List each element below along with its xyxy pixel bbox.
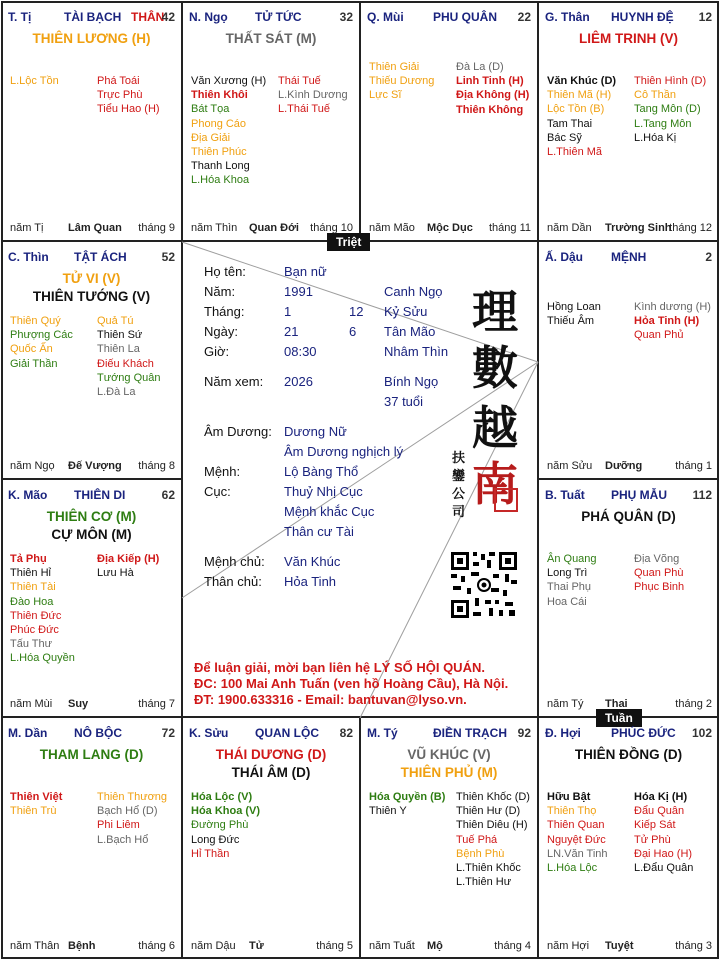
minor-star: Thiên Khôi: [191, 89, 248, 102]
minor-star: Bát Tọa: [191, 103, 230, 116]
palace-branch: K. Mão: [8, 488, 48, 502]
minor-stars-left: [547, 790, 608, 875]
trang-sinh-stage: Tử: [249, 940, 264, 952]
minor-star: Kiếp Sát: [634, 819, 676, 832]
minor-star: Quốc Ấn: [10, 343, 53, 356]
minor-star: Phong Cáo: [191, 117, 247, 130]
luu-month: tháng 8: [138, 460, 175, 472]
hour-can-chi: Nhâm Thìn: [384, 344, 449, 359]
minor-star: Văn Xương (H): [191, 75, 267, 87]
than-chu-label: Thân chủ:: [204, 574, 262, 589]
minor-stars-right: [97, 314, 161, 399]
month-value: 1: [284, 304, 292, 319]
palace-cell-dau[interactable]: [539, 242, 718, 478]
palace-age-number: 102: [691, 726, 712, 740]
minor-star: Thiên Mã (H): [547, 89, 612, 102]
minor-stars-right: [456, 790, 530, 889]
year-can-chi: Canh Ngọ: [384, 284, 443, 299]
minor-star: Tử Phù: [634, 833, 671, 846]
luu-year: năm Mùi: [10, 698, 53, 710]
minor-star: Đào Hoa: [10, 595, 54, 608]
minor-star: Quan Phủ: [634, 329, 684, 342]
minor-star: Ân Quang: [547, 553, 597, 565]
minor-star: Hữu Bật: [547, 791, 591, 803]
minor-star: Lộc Tồn (B): [547, 103, 605, 116]
view-year-value: 2026: [284, 374, 313, 389]
luu-month: tháng 1: [675, 460, 712, 472]
palace-footer: [10, 220, 175, 234]
minor-star: Thiên Tài: [10, 581, 56, 594]
palace-branch: N. Ngọ: [189, 10, 228, 24]
major-star: THẤT SÁT (M): [225, 31, 317, 46]
minor-star: Địa Giải: [191, 131, 231, 144]
minor-star: Thiên Thọ: [547, 805, 597, 818]
minor-star: L.Kình Dương: [278, 89, 348, 102]
major-star: THAM LANG (D): [39, 747, 144, 762]
major-star: THIÊN TƯỚNG (V): [32, 289, 151, 304]
view-year-can-chi: Bính Ngọ: [384, 374, 439, 389]
palace-header: [367, 722, 531, 740]
year-value: 1991: [284, 284, 313, 299]
am-duong-note: Âm Dương nghịch lý: [284, 444, 404, 459]
palace-age-number: 12: [698, 10, 712, 24]
menh-label: Mệnh:: [204, 464, 241, 479]
minor-star: Long Đức: [191, 833, 240, 846]
minor-star: Thiên Quý: [10, 315, 61, 327]
minor-star: Phúc Đức: [10, 624, 59, 637]
luu-year: năm Sửu: [547, 460, 593, 472]
major-star: LIÊM TRINH (V): [579, 31, 678, 46]
minor-star: Thiếu Dương: [369, 75, 435, 88]
luu-month: tháng 2: [675, 698, 712, 710]
palace-cell-ngo[interactable]: [183, 2, 359, 240]
minor-star: Địa Không (H): [456, 89, 530, 102]
palace-age-number: 2: [705, 250, 712, 264]
trang-sinh-stage: Tuyệt: [605, 940, 634, 952]
palace-name: TẬT ÁCH: [74, 250, 127, 264]
palace-name: PHỤ MẪU: [611, 488, 667, 502]
minor-star: Nguyệt Đức: [547, 833, 606, 846]
year-label: Năm:: [204, 284, 236, 299]
palace-cell-tuat[interactable]: [539, 480, 718, 716]
palace-cell-thin[interactable]: [2, 242, 181, 478]
minor-stars-left: [10, 314, 73, 371]
minor-star: Thiên Hư (D): [456, 805, 521, 818]
palace-name: NÔ BỘC: [74, 726, 122, 740]
trang-sinh-stage: Bệnh: [68, 940, 96, 952]
minor-star: L.Hóa Khoa: [191, 174, 250, 187]
minor-star: Tang Môn (D): [634, 103, 701, 116]
minor-star: Thiên Không: [456, 103, 524, 116]
minor-star: Linh Tinh (H): [456, 75, 524, 88]
palace-age-number: 22: [517, 10, 531, 24]
contact-line-1: Để luận giải, mời bạn liên hệ LÝ SỐ HỘI QUÁN.: [194, 660, 485, 675]
minor-star: Thiên La: [97, 343, 140, 356]
palace-branch: C. Thìn: [8, 250, 49, 264]
minor-star: Địa Kiếp (H): [97, 553, 160, 565]
trang-sinh-stage: Thai: [605, 698, 628, 710]
minor-star: L.Đà La: [97, 386, 136, 399]
minor-stars-left: [547, 74, 616, 159]
menh-chu-label: Mệnh chủ:: [204, 554, 265, 569]
minor-star: Kình dương (H): [634, 301, 711, 313]
palace-cell-mui[interactable]: [361, 2, 537, 240]
major-star: TỬ VI (V): [62, 271, 121, 286]
minor-star: Thiên Giải: [369, 61, 420, 73]
palace-name: PHU QUÂN: [433, 10, 498, 24]
minor-star: L.Lộc Tồn: [10, 75, 59, 87]
palace-branch: Đ. Hợi: [545, 726, 581, 740]
minor-star: Bạch Hổ (D): [97, 805, 158, 818]
minor-stars-right: [634, 552, 684, 595]
triet-badge: Triệt: [327, 233, 370, 251]
luu-month: tháng 6: [138, 940, 175, 952]
day-value: 21: [284, 324, 299, 339]
palace-cell-than[interactable]: [539, 2, 718, 240]
luu-year: năm Thân: [10, 940, 60, 952]
major-star: THIÊN LƯƠNG (H): [32, 31, 151, 46]
minor-star: Tấu Thư: [10, 638, 53, 651]
minor-star: Lưu Hà: [97, 567, 134, 580]
minor-star: Hoa Cái: [547, 595, 587, 608]
trang-sinh-stage: Đế Vượng: [68, 460, 122, 472]
minor-star: Phá Toái: [97, 75, 140, 87]
minor-star: LN.Văn Tinh: [547, 847, 608, 860]
than-marker: THÂN: [131, 10, 165, 24]
trang-sinh-stage: Trường Sinh: [605, 222, 672, 234]
palace-footer: [10, 938, 175, 952]
cuc-relation: Mệnh khắc Cục: [284, 504, 375, 519]
major-star: VŨ KHÚC (V): [407, 747, 491, 762]
luu-year: năm Ngọ: [10, 460, 55, 472]
month-can-chi: Kỷ Sửu: [384, 304, 428, 319]
luu-month: tháng 12: [669, 222, 712, 234]
palace-branch: G. Thân: [545, 10, 590, 24]
day-can-chi: Tân Mão: [384, 324, 436, 339]
am-duong-label: Âm Dương:: [204, 424, 272, 439]
minor-star: Hồng Loan: [547, 301, 601, 313]
minor-stars-right: [634, 74, 706, 145]
contact-phone-email[interactable]: ĐT: 1900.633316 - Email: bantuvan@lyso.vn.: [194, 692, 467, 707]
minor-star: Phục Binh: [634, 581, 685, 594]
minor-stars-right: [278, 74, 348, 117]
minor-star: L.Hóa Kị: [634, 131, 677, 144]
minor-stars-left: [10, 790, 62, 818]
luu-year: năm Hợi: [547, 940, 590, 952]
palace-name: PHÚC ĐỨC: [611, 726, 676, 740]
palace-name: QUAN LỘC: [255, 726, 319, 740]
palace-footer: [369, 220, 531, 234]
callig-char-3: 越: [472, 401, 518, 455]
minor-stars-right: [97, 552, 159, 580]
luu-year: năm Thìn: [191, 222, 238, 234]
palace-name: TÀI BẠCH: [64, 10, 122, 24]
palace-footer: [10, 458, 175, 472]
minor-star: Thái Tuế: [278, 75, 321, 87]
minor-star: L.Đẩu Quân: [634, 862, 694, 875]
palace-header: [545, 246, 712, 264]
month-label: Tháng:: [204, 304, 245, 319]
palace-header: [8, 722, 175, 740]
minor-star: Thiên Việt: [10, 791, 63, 803]
palace-branch: B. Tuất: [545, 488, 585, 502]
major-star: THÁI ÂM (D): [231, 765, 311, 780]
major-star: THÁI DƯƠNG (D): [215, 747, 327, 762]
qr-code-icon[interactable]: [449, 550, 519, 620]
minor-star: Điếu Khách: [97, 357, 154, 370]
luu-month: tháng 9: [138, 222, 175, 234]
age-value: 37 tuổi: [384, 394, 424, 409]
palace-age-number: 82: [339, 726, 353, 740]
name-label: Họ tên:: [204, 264, 246, 279]
day-label: Ngày:: [204, 324, 238, 339]
luu-month: tháng 3: [675, 940, 712, 952]
palace-header: [545, 484, 712, 502]
palace-name: TỬ TỨC: [255, 10, 302, 24]
minor-star: Đà La (D): [456, 61, 504, 73]
menh-value: Lộ Bàng Thổ: [284, 464, 359, 479]
luu-month: tháng 10: [310, 222, 353, 234]
minor-star: Đại Hao (H): [634, 847, 693, 860]
luu-year: năm Tị: [10, 222, 44, 234]
palace-age-number: 112: [692, 488, 712, 502]
minor-stars-right: [634, 790, 693, 875]
minor-stars-left: [191, 74, 266, 188]
minor-star: Thiên Đức: [10, 609, 62, 622]
minor-star: Thiên Hỉ: [10, 567, 51, 580]
major-star: THIÊN ĐỒNG (D): [574, 747, 683, 762]
minor-star: Thiếu Âm: [547, 315, 595, 328]
minor-star: Thanh Long: [191, 160, 250, 173]
palace-header: [8, 246, 175, 264]
callig-char-4: 南: [472, 457, 518, 511]
minor-star: Thiên Trù: [10, 805, 57, 818]
brand-small-text: 扶鑾公司: [452, 451, 466, 520]
minor-star: Cô Thần: [634, 89, 676, 102]
minor-star: L.Thái Tuế: [278, 103, 330, 116]
minor-star: Hóa Lộc (V): [191, 791, 253, 803]
minor-stars-right: [634, 300, 711, 343]
minor-star: Tuế Phá: [456, 833, 498, 846]
minor-star: L.Thiên Mã: [547, 146, 603, 159]
minor-stars-left: [10, 552, 75, 666]
palace-footer: [547, 696, 712, 710]
minor-star: Tướng Quân: [97, 371, 161, 384]
tuan-badge: Tuần: [596, 709, 642, 727]
major-star: PHÁ QUÂN (D): [581, 509, 676, 524]
minor-stars-right: [97, 74, 160, 117]
palace-branch: M. Dần: [8, 726, 48, 740]
minor-stars-left: [369, 790, 445, 818]
palace-footer: [369, 938, 531, 952]
luu-month: tháng 5: [316, 940, 353, 952]
luu-year: năm Dần: [547, 222, 592, 234]
minor-star: Thiên Quan: [547, 819, 605, 832]
minor-star: Bác Sỹ: [547, 131, 582, 144]
major-star: THIÊN PHỦ (M): [400, 765, 498, 780]
minor-stars-left: [191, 790, 260, 861]
trang-sinh-stage: Mộc Dục: [427, 222, 473, 234]
minor-star: Trực Phù: [97, 89, 143, 102]
menh-chu-value: Văn Khúc: [284, 554, 341, 569]
minor-star: Thiên Y: [369, 805, 407, 818]
palace-name: HUYNH ĐỆ: [611, 10, 674, 24]
palace-branch: T. Tị: [8, 10, 32, 24]
minor-stars-left: [547, 300, 601, 328]
minor-star: Hỉ Thần: [191, 847, 230, 860]
major-star: THIÊN CƠ (M): [46, 509, 137, 524]
palace-cell-dan[interactable]: [2, 718, 181, 958]
palace-footer: [191, 938, 353, 952]
cuc-label: Cục:: [204, 484, 231, 499]
am-duong-value: Dương Nữ: [284, 424, 347, 439]
palace-branch: K. Sửu: [189, 726, 229, 740]
seal-stamp: [494, 488, 518, 512]
palace-age-number: 62: [161, 488, 175, 502]
palace-age-number: 52: [161, 250, 175, 264]
view-year-label: Năm xem:: [204, 374, 264, 389]
minor-star: Thiên Diêu (H): [456, 819, 528, 832]
minor-star: Thai Phụ: [547, 581, 592, 594]
minor-star: Hóa Khoa (V): [191, 805, 261, 818]
palace-footer: [10, 696, 175, 710]
luu-year: năm Dậu: [191, 940, 236, 952]
trang-sinh-stage: Mộ: [427, 940, 443, 952]
palace-age-number: 32: [339, 10, 353, 24]
callig-char-2: 數: [472, 341, 518, 395]
trang-sinh-stage: Dưỡng: [605, 460, 643, 472]
palace-name: MỆNH: [611, 250, 647, 264]
contact-address: ĐC: 100 Mai Anh Tuấn (ven hồ Hoàng Cầu), Hà Nội.: [194, 676, 509, 691]
minor-stars-right: [97, 790, 167, 847]
minor-star: Lực Sĩ: [369, 89, 402, 102]
minor-star: Hỏa Tinh (H): [634, 315, 700, 328]
palace-cell-ti[interactable]: [361, 718, 537, 958]
minor-star: Bệnh Phù: [456, 847, 505, 860]
minor-star: L.Hóa Lộc: [547, 862, 598, 875]
cuc-value: Thuỷ Nhị Cục: [284, 484, 363, 499]
minor-star: L.Tang Môn: [634, 117, 692, 130]
minor-star: Hóa Quyền (B): [369, 791, 446, 803]
minor-star: Tiểu Hao (H): [97, 103, 160, 116]
palace-cell-hoi[interactable]: [539, 718, 718, 958]
palace-footer: [547, 458, 712, 472]
luu-month: tháng 7: [138, 698, 175, 710]
minor-star: Tả Phụ: [10, 553, 47, 565]
minor-star: Thiên Hình (D): [634, 75, 707, 87]
than-chu-value: Hỏa Tinh: [284, 574, 337, 589]
palace-branch: Q. Mùi: [367, 10, 404, 24]
palace-header: [367, 6, 531, 24]
palace-age-number: 92: [517, 726, 531, 740]
minor-star: Văn Khúc (D): [547, 75, 617, 87]
minor-star: Hóa Kị (H): [634, 791, 688, 803]
palace-cell-mao[interactable]: [2, 480, 181, 716]
minor-star: L.Thiên Khốc: [456, 862, 521, 875]
minor-star: Đường Phù: [191, 819, 249, 832]
palace-footer: [547, 938, 712, 952]
minor-star: Thiên Thương: [97, 791, 168, 803]
trang-sinh-stage: Quan Đới: [249, 222, 299, 234]
minor-star: L.Thiên Hư: [456, 876, 512, 889]
minor-star: Quan Phù: [634, 567, 684, 580]
palace-header: [8, 6, 175, 24]
palace-cell-ty[interactable]: [2, 2, 181, 240]
palace-header: [545, 6, 712, 24]
minor-star: L.Hóa Quyền: [10, 652, 75, 665]
palace-branch: M. Tý: [367, 726, 398, 740]
minor-star: Giải Thần: [10, 357, 58, 370]
minor-stars-right: [456, 60, 529, 117]
minor-stars-left: [369, 60, 434, 103]
minor-star: Thiên Sứ: [97, 329, 143, 342]
minor-star: Quả Tú: [97, 315, 134, 327]
hour-value: 08:30: [284, 344, 317, 359]
palace-name: ĐIỀN TRẠCH: [433, 726, 507, 740]
minor-star: Tam Thai: [547, 117, 593, 130]
palace-header: [189, 722, 353, 740]
palace-header: [8, 484, 175, 502]
name-value: Bạn nữ: [284, 264, 327, 279]
minor-star: Địa Võng: [634, 553, 680, 565]
hour-label: Giờ:: [204, 344, 230, 359]
palace-name: THIÊN DI: [74, 488, 126, 502]
luu-year: năm Tý: [547, 698, 584, 710]
palace-cell-suu[interactable]: [183, 718, 359, 958]
minor-star: L.Bạch Hổ: [97, 833, 149, 846]
luu-year: năm Tuất: [369, 940, 415, 952]
minor-star: Phượng Các: [10, 329, 73, 342]
month-value-lunar: 12: [349, 304, 364, 319]
minor-star: Đẩu Quân: [634, 805, 685, 818]
minor-star: Long Trì: [547, 567, 588, 580]
callig-char-1: 理: [472, 285, 518, 339]
major-star: CỰ MÔN (M): [51, 527, 132, 542]
luu-year: năm Mão: [369, 222, 415, 234]
day-value-lunar: 6: [349, 324, 357, 339]
than-cu: Thân cư Tài: [284, 524, 354, 539]
luu-month: tháng 11: [488, 222, 531, 234]
minor-stars-left: [547, 552, 597, 609]
palace-header: [545, 722, 712, 740]
trang-sinh-stage: Lâm Quan: [68, 222, 122, 234]
palace-age-number: 42: [161, 10, 175, 24]
minor-stars-left: [10, 74, 59, 88]
palace-footer: [547, 220, 712, 234]
palace-age-number: 72: [161, 726, 175, 740]
palace-branch: Ấ. Dậu: [545, 250, 584, 264]
palace-header: [189, 6, 353, 24]
luu-month: tháng 4: [494, 940, 531, 952]
minor-star: Thiên Phúc: [191, 146, 247, 159]
trang-sinh-stage: Suy: [68, 698, 89, 710]
palace-footer: [191, 220, 353, 234]
minor-star: Phi Liêm: [97, 819, 140, 832]
minor-star: Thiên Khốc (D): [456, 791, 530, 803]
